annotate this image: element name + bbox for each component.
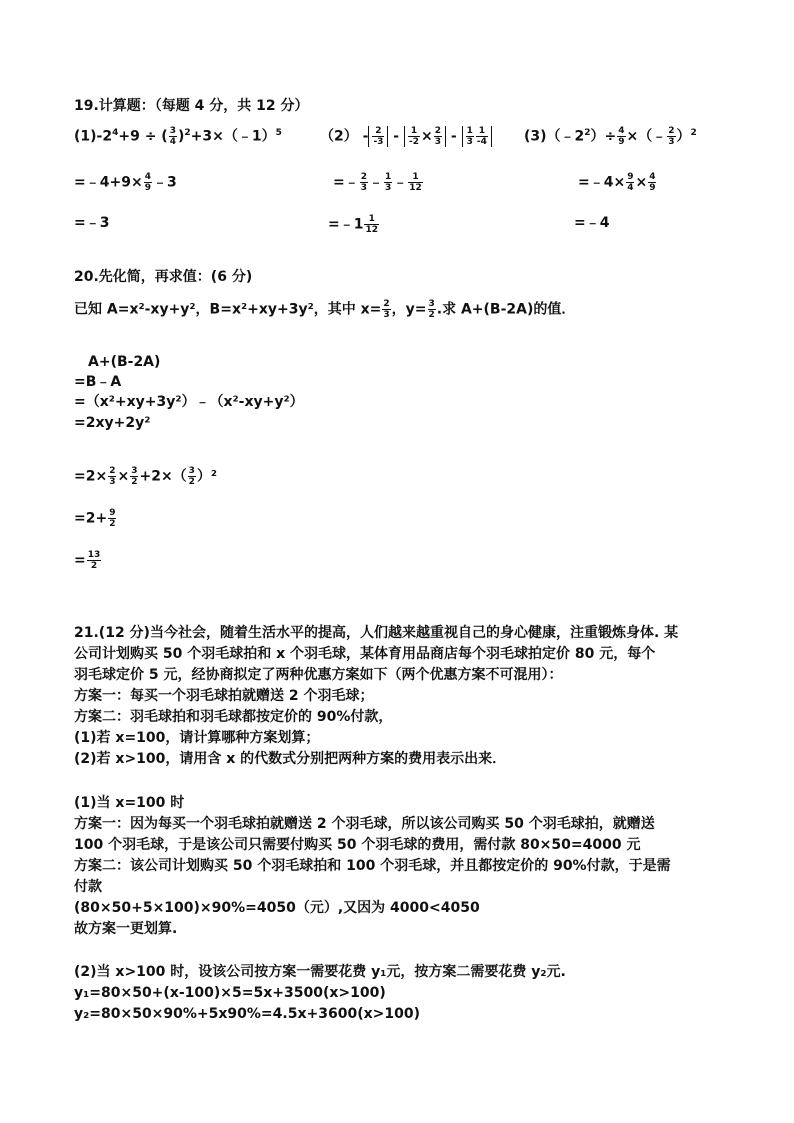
q20-line3: =（x²+xy+3y²）﹣（x²-xy+y²）: [74, 394, 304, 410]
q19-sol3-step1: =﹣4× $\frac{9}{4}$ × $\frac{4}{9}$: [578, 172, 656, 193]
q21-text-1: 21.(12 分)当今社会，随着生活水平的提高，人们越来越重视自己的身心健康，注重锻炼身体. 某: [74, 625, 679, 641]
q20-line2: =B﹣A: [74, 374, 122, 390]
q20-line5: =2× $\frac{2}{3}$ × $\frac{3}{2}$ +2×（ $\frac{3}{2}$ ）²: [74, 466, 218, 487]
q21-answer-1: (1)当 x=100 时: [74, 795, 185, 811]
q21-answer-3: 100 个羽毛球，于是该公司只需要付购买 50 个羽毛球的费用，需付款 80×50=4000 元: [74, 837, 641, 853]
q21-text-7: (2)若 x>100，请用含 x 的代数式分别把两种方案的费用表示出来．: [74, 751, 507, 767]
q21-text-3: 羽毛球定价 5 元，经协商拟定了两种优惠方案如下（两个优惠方案不可混用）：: [74, 667, 563, 683]
q19-sol2-step1: =﹣ $\frac{2}{3}$ ﹣ $\frac{1}{3}$ ﹣ $\frac{1}{12}$: [333, 172, 422, 193]
q21-answer-7: 故方案一更划算.: [74, 921, 178, 937]
q19-sol1-result: =﹣3: [74, 215, 110, 231]
q21-answer-4: 方案二：该公司计划购买 50 个羽毛球拍和 100 个羽毛球，并且都按定价的 90%付款，于是需: [74, 858, 671, 874]
q21-text-2: 公司计划购买 50 个羽毛球拍和 x 个羽毛球，某体育用品商店每个羽毛球拍定价 80 元，每个: [74, 646, 656, 662]
q21-part2-2: y₁=80×50+(x-100)×5=5x+3500(x>100): [74, 985, 386, 1001]
q20-given: 已知 A=x²-xy+y²，B=x²+xy+3y²，其中 x= $\frac{2}{3}$ ，y= $\frac{3}{2}$ .求 A+(B-2A)的值．: [74, 299, 576, 320]
q21-answer-6: (80×50+5×100)×90%=4050（元）,又因为 4000<4050: [74, 900, 480, 916]
q21-text-6: (1)若 x=100，请计算哪种方案划算；: [74, 730, 320, 746]
q19-sol2-result: =﹣1 $\frac{1}{12}$: [328, 214, 379, 235]
q20-line7: = $\frac{13}{2}$: [74, 550, 101, 571]
q20-title: 20.先化简，再求值：(6 分): [74, 269, 253, 285]
q20-line4: =2xy+2y²: [74, 415, 151, 431]
q19-part3: $(3)(﹣2^2)\div$ $\frac{4}{9}$ ×（﹣ $\frac{2}{3}$ ）$^2$: [524, 126, 697, 147]
q21-text-5: 方案二：羽毛球拍和羽毛球都按定价的 90%付款，: [74, 709, 393, 725]
q21-answer-5: 付款: [74, 879, 102, 895]
q19-part2: （2） - $\frac{2}{-3}$ - $\frac{1}{-2}$ × $\frac{2}{3}$ - $\frac{1}{3}$ $\frac{1}{-4}$: [320, 126, 492, 147]
q20-line6: =2+ $\frac{9}{2}$: [74, 508, 116, 529]
q21-part2-1: (2)当 x>100 时，设该公司按方案一需要花费 y₁元，按方案二需要花费 y₂元.: [74, 964, 566, 980]
q19-sol1-step1: =﹣4+9× $\frac{4}{9}$ ﹣3: [74, 172, 177, 193]
q19-title: 19.计算题：（每题 4 分，共 12 分）: [74, 98, 309, 114]
q21-text-4: 方案一：每买一个羽毛球拍就赠送 2 个羽毛球；: [74, 688, 374, 704]
q19-sol3-result: =﹣4: [574, 215, 610, 231]
q21-answer-2: 方案一：因为每买一个羽毛球拍就赠送 2 个羽毛球，所以该公司购买 50 个羽毛球拍，就赠送: [74, 816, 655, 832]
q19-part1: $(1)-2^4+9$ ÷ ( $\frac{3}{4}$ )$^2$+3×（﹣1）$^5$: [74, 126, 282, 147]
q21-part2-3: y₂=80×50×90%+5x90%=4.5x+3600(x>100): [74, 1006, 420, 1022]
q20-line1: A+(B-2A): [88, 354, 161, 370]
